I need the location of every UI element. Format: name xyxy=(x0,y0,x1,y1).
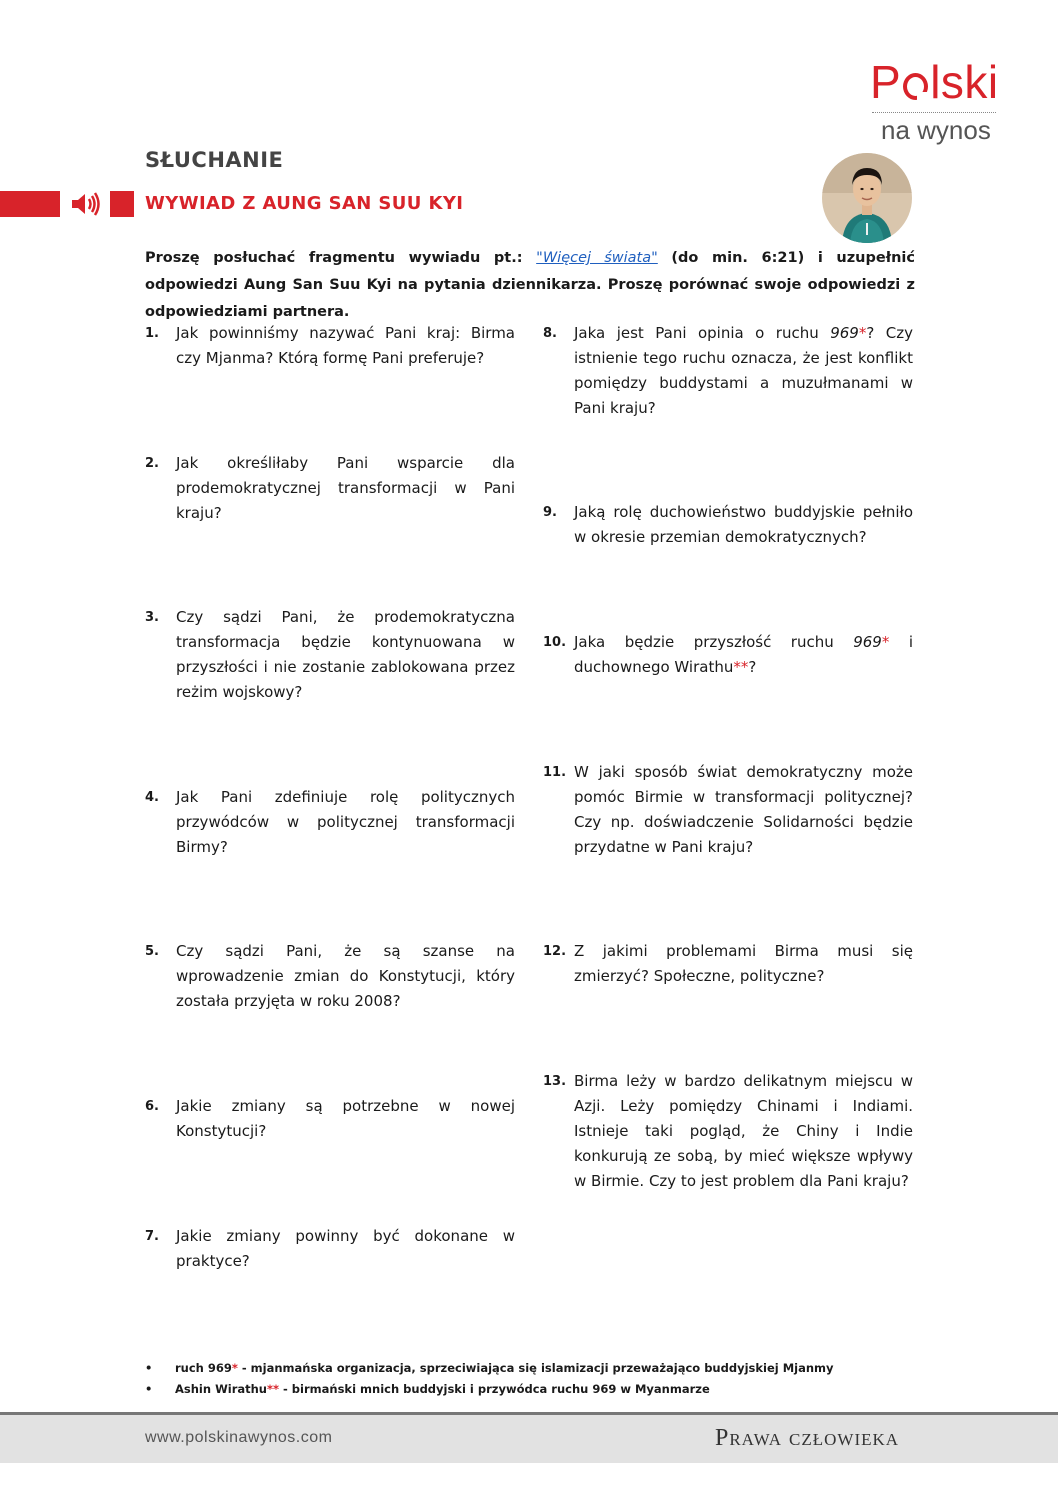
question-text-part: Jaka jest Pani opinia o ruchu xyxy=(574,324,831,342)
question-number: 2. xyxy=(145,456,159,471)
question-text-part: i duchownego Wirathu xyxy=(574,633,913,676)
footnote-marker: ** xyxy=(733,658,749,676)
red-accent-block xyxy=(110,191,134,217)
question-number: 5. xyxy=(145,944,159,959)
instructions-text-cont: (do min. 6:21) i uzupełnić odpowiedzi Aung San Suu Kyi na pytania dziennikarza. Proszę porównać swoje odpowiedzi z odpowiedziami partnera. xyxy=(145,250,915,320)
footnote-marker: * xyxy=(231,1361,238,1375)
question-text-part: ? xyxy=(748,658,757,676)
question-number: 12. xyxy=(543,944,567,959)
question-text: W jaki sposób świat demokratyczny może pomóc Birmie w transformacji politycznej? Czy np. doświadczenie Solidarności będzie przydatne w Pani kraju? xyxy=(574,763,913,856)
question-number: 13. xyxy=(543,1074,567,1089)
question-text-part: ? Czy istnienie tego ruchu oznacza, że jest konflikt pomiędzy buddystami a muzułmanami w Pani kraju? xyxy=(574,324,913,417)
footnote-term: ruch 969 xyxy=(175,1361,232,1375)
instructions-text: Proszę posłuchać fragmentu wywiadu pt.: xyxy=(145,250,537,266)
logo-text: lski xyxy=(930,56,999,108)
footnote-text: - birmański mnich buddyjski i przywódca ruchu 969 w Myanmarze xyxy=(279,1382,710,1396)
footnote-marker: * xyxy=(881,633,890,651)
question-text: Jakie zmiany są potrzebne w nowej Konstytucji? xyxy=(176,1097,515,1140)
question-text: Jak określiłaby Pani wsparcie dla prodemokratycznej transformacji w Pani kraju? xyxy=(176,454,515,522)
logo-o-ring xyxy=(903,73,928,100)
movement-name: 969 xyxy=(853,633,882,651)
question-number: 1. xyxy=(145,326,159,341)
question-number: 3. xyxy=(145,610,159,625)
footnote-item xyxy=(145,1379,945,1400)
question-number: 11. xyxy=(543,765,567,780)
footer-url[interactable]: www.polskinawynos.com xyxy=(145,1429,333,1446)
section-title: SŁUCHANIE xyxy=(145,148,284,172)
instructions xyxy=(145,245,915,326)
footnote-marker: * xyxy=(858,324,867,342)
question-text-part: Jaka będzie przyszłość ruchu xyxy=(574,633,854,651)
portrait-photo xyxy=(822,153,912,243)
question-text: Czy sądzi Pani, że są szanse na wprowadzenie zmian do Konstytucji, który została przyjęta w roku 2008? xyxy=(176,942,515,1010)
question-text: Birma leży w bardzo delikatnym miejscu w Azji. Leży pomiędzy Chinami i Indiami. Istnieje taki pogląd, że Chiny i Indie konkurują ze sobą, by mieć większe wpływy w Birmie. Czy to jest problem dla Pani kraju? xyxy=(574,1072,913,1190)
logo-subtitle: na wynos xyxy=(881,115,991,145)
question-text: Jak powinniśmy nazywać Pani kraj: Birma czy Mjanma? Którą formę Pani preferuje? xyxy=(176,324,515,367)
logo-divider xyxy=(872,112,996,113)
question-number: 10. xyxy=(543,635,567,650)
footnote-marker: ** xyxy=(267,1382,280,1396)
footnote-term: Ashin Wirathu xyxy=(175,1382,267,1396)
footnote-item xyxy=(145,1358,945,1379)
question-number: 6. xyxy=(145,1099,159,1114)
question-text: Jaką rolę duchowieństwo buddyjskie pełniło w okresie przemian demokratycznych? xyxy=(574,503,913,546)
footer-topic: Prawa człowieka xyxy=(715,1425,900,1451)
question-text: Jak Pani zdefiniuje rolę politycznych przywódców w politycznej transformacji Birmy? xyxy=(176,788,515,856)
speaker-icon xyxy=(70,190,102,218)
logo xyxy=(870,56,999,108)
question-number: 7. xyxy=(145,1229,159,1244)
question-number: 4. xyxy=(145,790,159,805)
question-text: Czy sądzi Pani, że prodemokratyczna transformacja będzie kontynuowana w przyszłości i nie zostanie zablokowana przez reżim wojskowy? xyxy=(176,608,515,701)
question-text xyxy=(574,630,913,680)
question-text xyxy=(574,321,913,421)
movement-name: 969 xyxy=(830,324,859,342)
footnote-text: - mjanmańska organizacja, sprzeciwiająca się islamizacji przeważająco buddyjskiej Mjanmy xyxy=(237,1361,834,1375)
question-number: 8. xyxy=(543,326,557,341)
red-accent-bar xyxy=(0,191,60,217)
exercise-title: WYWIAD Z AUNG SAN SUU KYI xyxy=(145,193,464,214)
question-text: Jakie zmiany powinny być dokonane w praktyce? xyxy=(176,1227,515,1270)
footnotes xyxy=(145,1358,945,1400)
logo-letter-p: P xyxy=(870,56,902,108)
interview-link[interactable]: "Więcej świata" xyxy=(536,250,658,266)
question-text: Z jakimi problemami Birma musi się zmierzyć? Społeczne, polityczne? xyxy=(574,942,913,985)
question-number: 9. xyxy=(543,505,557,520)
